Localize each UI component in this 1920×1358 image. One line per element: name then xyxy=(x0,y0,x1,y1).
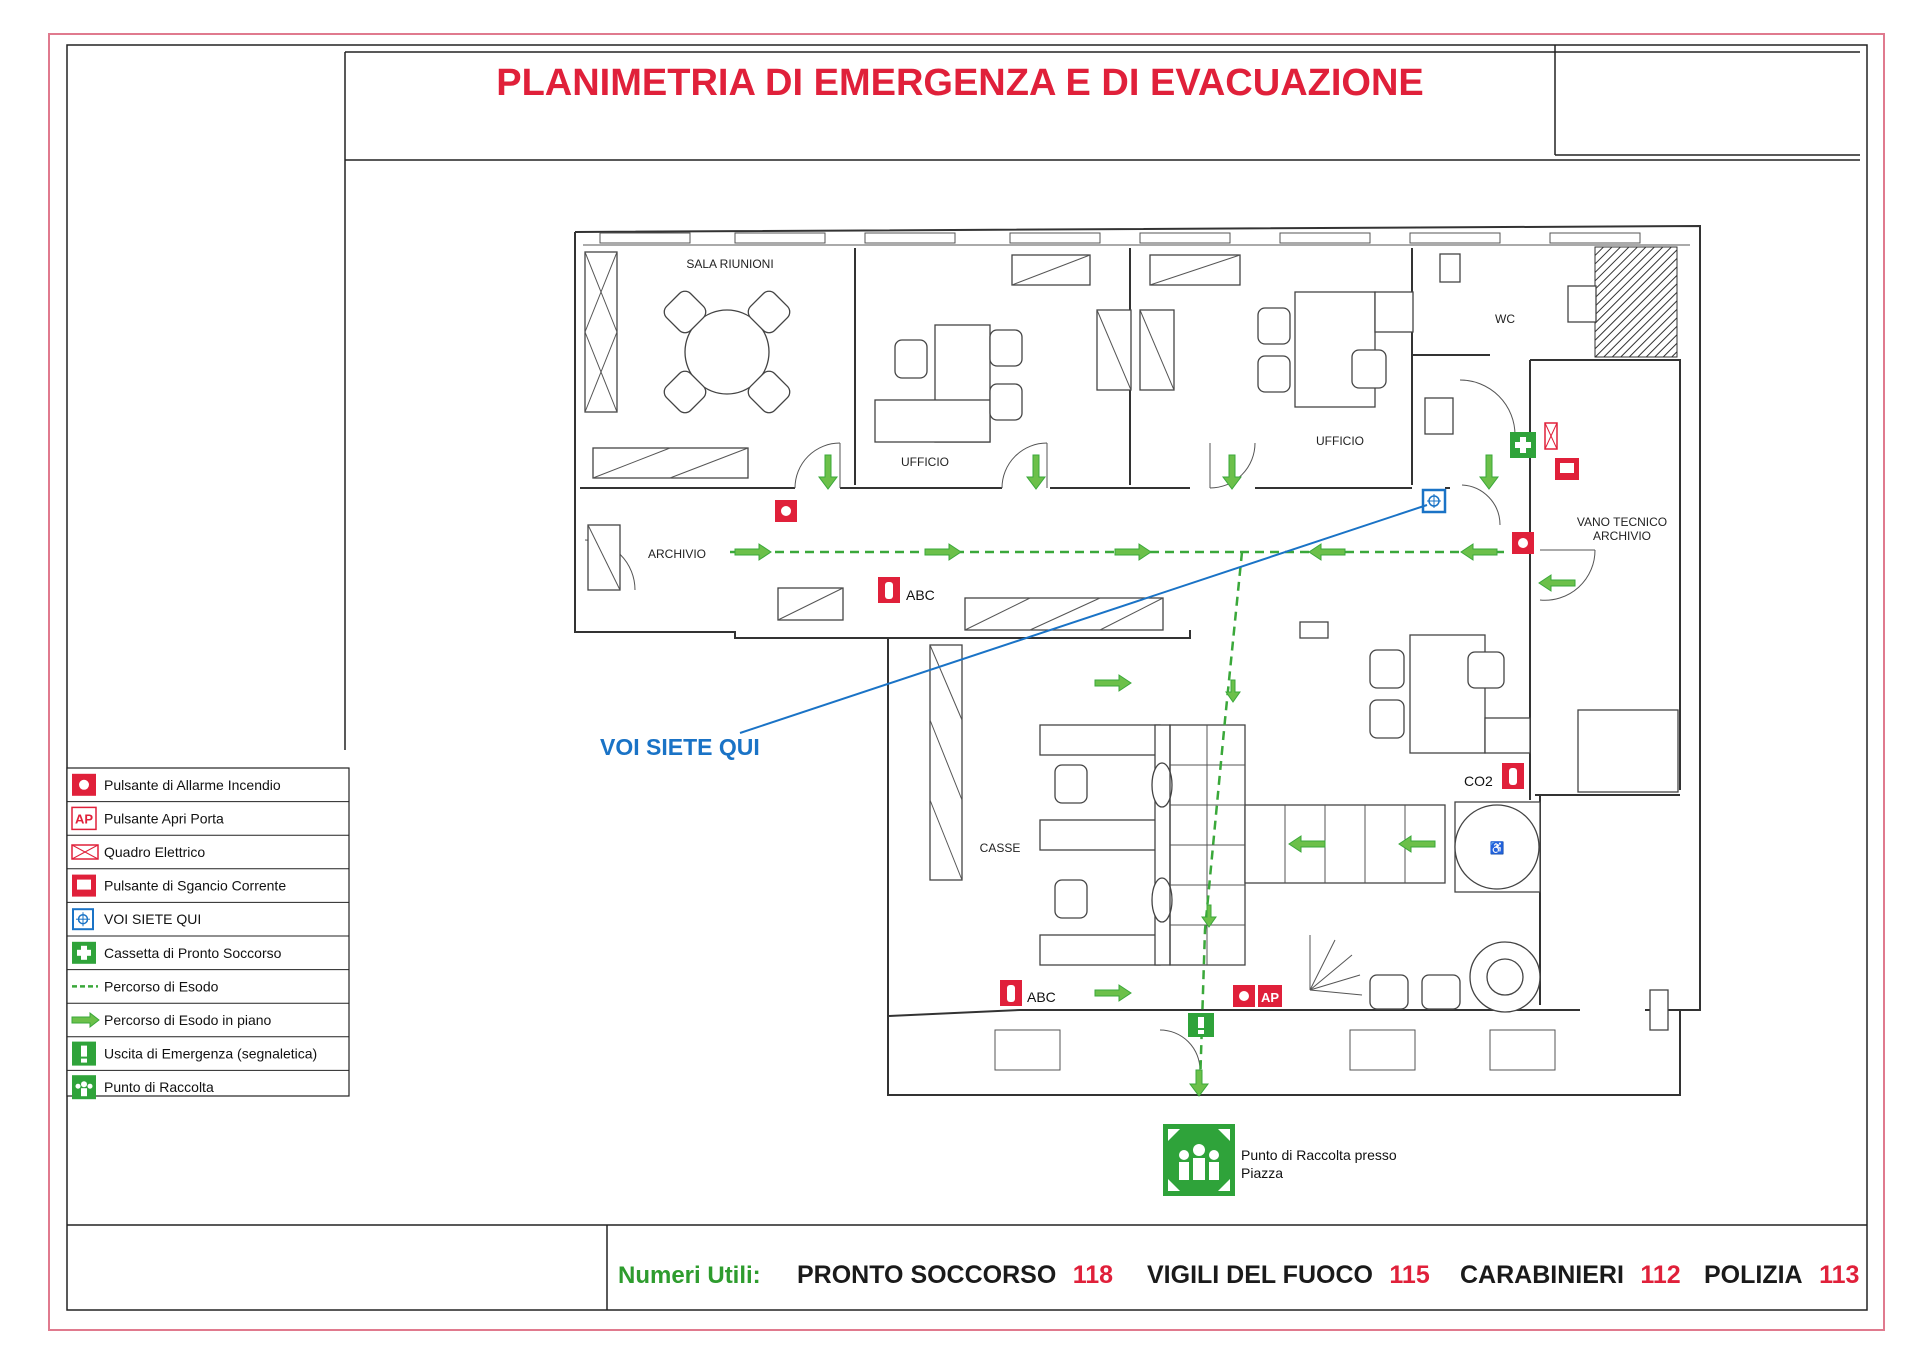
legend-label: Pulsante di Sgancio Corrente xyxy=(104,877,287,894)
first-aid-icon xyxy=(72,942,96,964)
number-value: 115 xyxy=(1389,1261,1430,1289)
number-value: 113 xyxy=(1819,1261,1860,1289)
numbers-label: Numeri Utili: xyxy=(618,1262,761,1289)
number-name: VIGILI DEL FUOCO xyxy=(1147,1261,1373,1289)
electrical-panel-icon xyxy=(72,845,98,859)
fire-alarm-icon xyxy=(1512,532,1534,554)
legend-label: Percorso di Esodo in piano xyxy=(104,1012,272,1028)
legend-label: Punto di Raccolta xyxy=(104,1079,214,1096)
inner-border xyxy=(67,45,1867,1310)
number-name: CARABINIERI xyxy=(1460,1261,1624,1289)
page-title: PLANIMETRIA DI EMERGENZA E DI EVACUAZIONE xyxy=(496,62,1424,104)
you-are-here-label: VOI SIETE QUI xyxy=(600,734,760,760)
power-cutoff-icon xyxy=(72,875,96,897)
you-are-here-icon xyxy=(1423,490,1445,512)
svg-text:♿: ♿ xyxy=(1489,841,1505,855)
you-are-here-icon xyxy=(73,909,93,929)
extinguisher-label: ABC xyxy=(1027,989,1056,1005)
number-item xyxy=(797,1261,1113,1289)
floor-plan xyxy=(575,226,1700,1096)
power-cutoff-icon xyxy=(1555,458,1579,480)
electrical-panel-icon xyxy=(1545,423,1557,449)
room-label-archive: ARCHIVIO xyxy=(647,547,707,561)
ap-text: AP xyxy=(1260,990,1280,1005)
extinguisher-label: ABC xyxy=(906,587,935,603)
legend-label: Uscita di Emergenza (segnaletica) xyxy=(104,1045,318,1062)
room-label-office-1: UFFICIO xyxy=(901,455,949,469)
legend-label: VOI SIETE QUI xyxy=(104,911,202,928)
number-item xyxy=(1460,1261,1681,1289)
number-value: 118 xyxy=(1072,1261,1114,1289)
legend-label: Cassetta di Pronto Soccorso xyxy=(104,944,282,961)
number-name: POLIZIA xyxy=(1704,1261,1803,1289)
assembly-point-icon xyxy=(1163,1124,1235,1196)
extinguisher-icon xyxy=(878,577,900,603)
legend-label: Pulsante di Allarme Incendio xyxy=(104,776,281,793)
co2-label: CO2 xyxy=(1464,773,1493,789)
assembly-point-icon xyxy=(72,1075,96,1099)
number-value: 112 xyxy=(1640,1261,1681,1289)
legend-label: Quadro Elettrico xyxy=(104,844,206,860)
legend xyxy=(67,768,349,1099)
ap-icon-text: AP xyxy=(74,811,94,827)
assembly-point-label-2: Piazza xyxy=(1241,1165,1284,1181)
room-label-office-2: UFFICIO xyxy=(1316,434,1364,448)
fire-alarm-icon xyxy=(1233,985,1255,1007)
ap-icon xyxy=(72,807,96,829)
assembly-point-label-1: Punto di Raccolta presso xyxy=(1241,1147,1397,1163)
emergency-exit-icon xyxy=(1188,1013,1214,1037)
room-label-cash: CASSE xyxy=(979,841,1021,855)
outer-border xyxy=(49,34,1884,1330)
legend-label: Pulsante Apri Porta xyxy=(104,810,224,827)
number-item xyxy=(1704,1261,1859,1289)
emergency-exit-icon xyxy=(72,1042,96,1066)
number-name: PRONTO SOCCORSO xyxy=(797,1261,1057,1289)
number-item xyxy=(1147,1261,1430,1289)
extinguisher-icon xyxy=(1000,980,1022,1006)
room-label-meeting: SALA RIUNIONI xyxy=(686,257,774,271)
room-label-wc: WC xyxy=(1495,312,1515,326)
room-label-tech-2: ARCHIVIO xyxy=(1592,529,1652,543)
first-aid-icon xyxy=(1510,432,1536,458)
useful-numbers xyxy=(618,1261,1859,1289)
fire-alarm-icon xyxy=(775,500,797,522)
fire-alarm-icon xyxy=(72,774,96,796)
extinguisher-icon xyxy=(1502,763,1524,789)
legend-label: Percorso di Esodo xyxy=(104,978,219,995)
room-label-tech-1: VANO TECNICO xyxy=(1576,515,1668,529)
